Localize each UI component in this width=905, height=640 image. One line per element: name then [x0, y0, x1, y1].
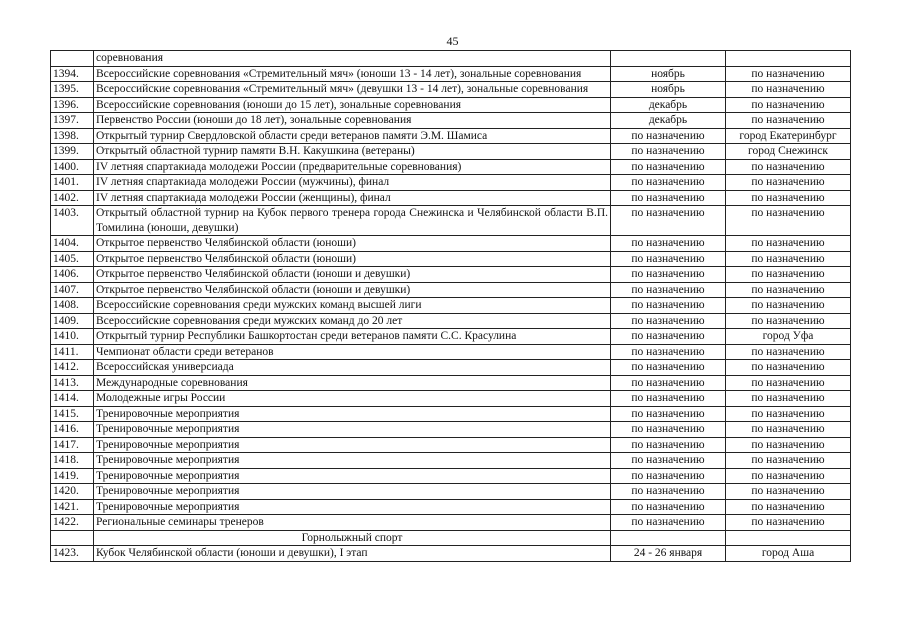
- event-name: соревнования: [94, 51, 611, 67]
- event-name: Открытый турнир Свердловской области среди ветеранов памяти Э.М. Шамиса: [94, 128, 611, 144]
- event-name: Тренировочные мероприятия: [94, 406, 611, 422]
- table-row: [51, 144, 851, 160]
- event-date: ноябрь: [611, 66, 726, 82]
- table-row: [51, 391, 851, 407]
- table-row: [51, 190, 851, 206]
- events-table-body: [51, 51, 851, 562]
- event-place: по назначению: [726, 206, 851, 236]
- event-date: ноябрь: [611, 82, 726, 98]
- event-place: [726, 530, 851, 546]
- table-row: [51, 267, 851, 283]
- row-number: 1406.: [51, 267, 94, 283]
- table-row: [51, 422, 851, 438]
- event-name: Первенство России (юноши до 18 лет), зональные соревнования: [94, 113, 611, 129]
- event-name: Всероссийские соревнования (юноши до 15 лет), зональные соревнования: [94, 97, 611, 113]
- event-date: по назначению: [611, 453, 726, 469]
- event-place: по назначению: [726, 515, 851, 531]
- table-row: [51, 499, 851, 515]
- table-row: [51, 515, 851, 531]
- event-place: город Снежинск: [726, 144, 851, 160]
- row-number: 1409.: [51, 313, 94, 329]
- event-date: декабрь: [611, 113, 726, 129]
- event-place: по назначению: [726, 499, 851, 515]
- row-number: 1394.: [51, 66, 94, 82]
- table-row: [51, 437, 851, 453]
- event-date: по назначению: [611, 313, 726, 329]
- row-number: 1397.: [51, 113, 94, 129]
- event-date: 24 - 26 января: [611, 546, 726, 562]
- row-number: 1415.: [51, 406, 94, 422]
- event-date: по назначению: [611, 499, 726, 515]
- event-name: IV летняя спартакиада молодежи России (женщины), финал: [94, 190, 611, 206]
- event-date: по назначению: [611, 515, 726, 531]
- event-place: по назначению: [726, 484, 851, 500]
- event-date: по назначению: [611, 128, 726, 144]
- event-date: декабрь: [611, 97, 726, 113]
- event-place: город Уфа: [726, 329, 851, 345]
- row-number: 1399.: [51, 144, 94, 160]
- section-heading-row: [51, 530, 851, 546]
- row-number: 1413.: [51, 375, 94, 391]
- page-number: 45: [446, 34, 459, 48]
- event-date: по назначению: [611, 406, 726, 422]
- event-name: Горнолыжный спорт: [94, 530, 611, 546]
- event-place: город Аша: [726, 546, 851, 562]
- event-name: Тренировочные мероприятия: [94, 499, 611, 515]
- row-number: 1416.: [51, 422, 94, 438]
- event-place: по назначению: [726, 391, 851, 407]
- event-place: по назначению: [726, 66, 851, 82]
- event-place: по назначению: [726, 175, 851, 191]
- table-row: [51, 206, 851, 236]
- event-name: Всероссийские соревнования среди мужских команд до 20 лет: [94, 313, 611, 329]
- row-number: 1423.: [51, 546, 94, 562]
- row-number: 1407.: [51, 282, 94, 298]
- event-date: по назначению: [611, 159, 726, 175]
- row-number: 1408.: [51, 298, 94, 314]
- event-place: по назначению: [726, 313, 851, 329]
- event-name: Всероссийские соревнования среди мужских команд высшей лиги: [94, 298, 611, 314]
- table-row: [51, 175, 851, 191]
- event-name: Открытое первенство Челябинской области (юноши и девушки): [94, 282, 611, 298]
- row-number: 1401.: [51, 175, 94, 191]
- event-place: по назначению: [726, 375, 851, 391]
- event-place: по назначению: [726, 251, 851, 267]
- table-row: [51, 453, 851, 469]
- event-place: по назначению: [726, 159, 851, 175]
- event-date: по назначению: [611, 437, 726, 453]
- event-date: [611, 530, 726, 546]
- event-date: по назначению: [611, 422, 726, 438]
- event-name: Открытое первенство Челябинской области (юноши): [94, 251, 611, 267]
- event-name: Кубок Челябинской области (юноши и девушки), I этап: [94, 546, 611, 562]
- event-place: по назначению: [726, 113, 851, 129]
- event-name: Всероссийские соревнования «Стремительный мяч» (девушки 13 - 14 лет), зональные соревнования: [94, 82, 611, 98]
- row-number: 1404.: [51, 236, 94, 252]
- table-row: [51, 97, 851, 113]
- row-number: 1395.: [51, 82, 94, 98]
- row-number: 1419.: [51, 468, 94, 484]
- event-place: по назначению: [726, 97, 851, 113]
- event-date: по назначению: [611, 236, 726, 252]
- table-row: [51, 375, 851, 391]
- row-number: 1396.: [51, 97, 94, 113]
- event-name: Открытый областной турнир на Кубок первого тренера города Снежинска и Челябинской области В.П. Томилина (юноши, девушки): [94, 206, 611, 236]
- event-name: Тренировочные мероприятия: [94, 422, 611, 438]
- event-date: по назначению: [611, 144, 726, 160]
- event-place: по назначению: [726, 406, 851, 422]
- table-row: [51, 113, 851, 129]
- event-place: по назначению: [726, 82, 851, 98]
- event-date: по назначению: [611, 360, 726, 376]
- table-row: [51, 236, 851, 252]
- event-date: по назначению: [611, 375, 726, 391]
- row-number: 1422.: [51, 515, 94, 531]
- event-date: по назначению: [611, 175, 726, 191]
- event-name: Молодежные игры России: [94, 391, 611, 407]
- event-date: по назначению: [611, 206, 726, 236]
- row-number: 1420.: [51, 484, 94, 500]
- event-date: по назначению: [611, 190, 726, 206]
- row-number: 1405.: [51, 251, 94, 267]
- table-row: [51, 282, 851, 298]
- table-row: [51, 468, 851, 484]
- event-date: по назначению: [611, 391, 726, 407]
- event-name: Тренировочные мероприятия: [94, 453, 611, 469]
- event-date: по назначению: [611, 484, 726, 500]
- event-date: по назначению: [611, 267, 726, 283]
- event-date: по назначению: [611, 344, 726, 360]
- table-row: [51, 251, 851, 267]
- event-name: Тренировочные мероприятия: [94, 468, 611, 484]
- table-row: [51, 360, 851, 376]
- event-name: Открытый областной турнир памяти В.Н. Какушкина (ветераны): [94, 144, 611, 160]
- event-date: по назначению: [611, 329, 726, 345]
- event-date: по назначению: [611, 298, 726, 314]
- event-name: Открытое первенство Челябинской области (юноши): [94, 236, 611, 252]
- event-place: по назначению: [726, 236, 851, 252]
- event-name: Тренировочные мероприятия: [94, 484, 611, 500]
- table-row: [51, 313, 851, 329]
- table-row: [51, 82, 851, 98]
- event-place: по назначению: [726, 267, 851, 283]
- event-place: по назначению: [726, 344, 851, 360]
- event-name: Чемпионат области среди ветеранов: [94, 344, 611, 360]
- row-number: 1402.: [51, 190, 94, 206]
- row-number: 1403.: [51, 206, 94, 236]
- row-number: 1417.: [51, 437, 94, 453]
- row-number: 1414.: [51, 391, 94, 407]
- event-name: Всероссийские соревнования «Стремительный мяч» (юноши 13 - 14 лет), зональные соревнования: [94, 66, 611, 82]
- row-number: 1398.: [51, 128, 94, 144]
- row-number: 1412.: [51, 360, 94, 376]
- row-number: 1411.: [51, 344, 94, 360]
- event-place: по назначению: [726, 437, 851, 453]
- table-row: [51, 406, 851, 422]
- table-row: [51, 159, 851, 175]
- event-name: Открытое первенство Челябинской области (юноши и девушки): [94, 267, 611, 283]
- event-name: Всероссийская универсиада: [94, 360, 611, 376]
- events-table: [50, 50, 851, 562]
- event-name: Международные соревнования: [94, 375, 611, 391]
- event-place: [726, 51, 851, 67]
- row-number: 1418.: [51, 453, 94, 469]
- event-date: по назначению: [611, 251, 726, 267]
- event-place: по назначению: [726, 453, 851, 469]
- table-row: [51, 128, 851, 144]
- event-name: IV летняя спартакиада молодежи России (мужчины), финал: [94, 175, 611, 191]
- table-row: [51, 298, 851, 314]
- event-place: город Екатеринбург: [726, 128, 851, 144]
- row-number: 1400.: [51, 159, 94, 175]
- table-row: [51, 329, 851, 345]
- event-name: Региональные семинары тренеров: [94, 515, 611, 531]
- event-place: по назначению: [726, 282, 851, 298]
- event-date: по назначению: [611, 282, 726, 298]
- event-name: Открытый турнир Республики Башкортостан среди ветеранов памяти С.С. Красулина: [94, 329, 611, 345]
- table-row: [51, 546, 851, 562]
- event-name: IV летняя спартакиада молодежи России (предварительные соревнования): [94, 159, 611, 175]
- event-place: по назначению: [726, 468, 851, 484]
- event-place: по назначению: [726, 190, 851, 206]
- table-row: [51, 484, 851, 500]
- event-place: по назначению: [726, 422, 851, 438]
- table-row: [51, 51, 851, 67]
- event-name: Тренировочные мероприятия: [94, 437, 611, 453]
- event-date: [611, 51, 726, 67]
- row-number: 1421.: [51, 499, 94, 515]
- table-row: [51, 66, 851, 82]
- row-number: 1410.: [51, 329, 94, 345]
- event-date: по назначению: [611, 468, 726, 484]
- table-row: [51, 344, 851, 360]
- event-place: по назначению: [726, 360, 851, 376]
- event-place: по назначению: [726, 298, 851, 314]
- row-number: [51, 530, 94, 546]
- row-number: [51, 51, 94, 67]
